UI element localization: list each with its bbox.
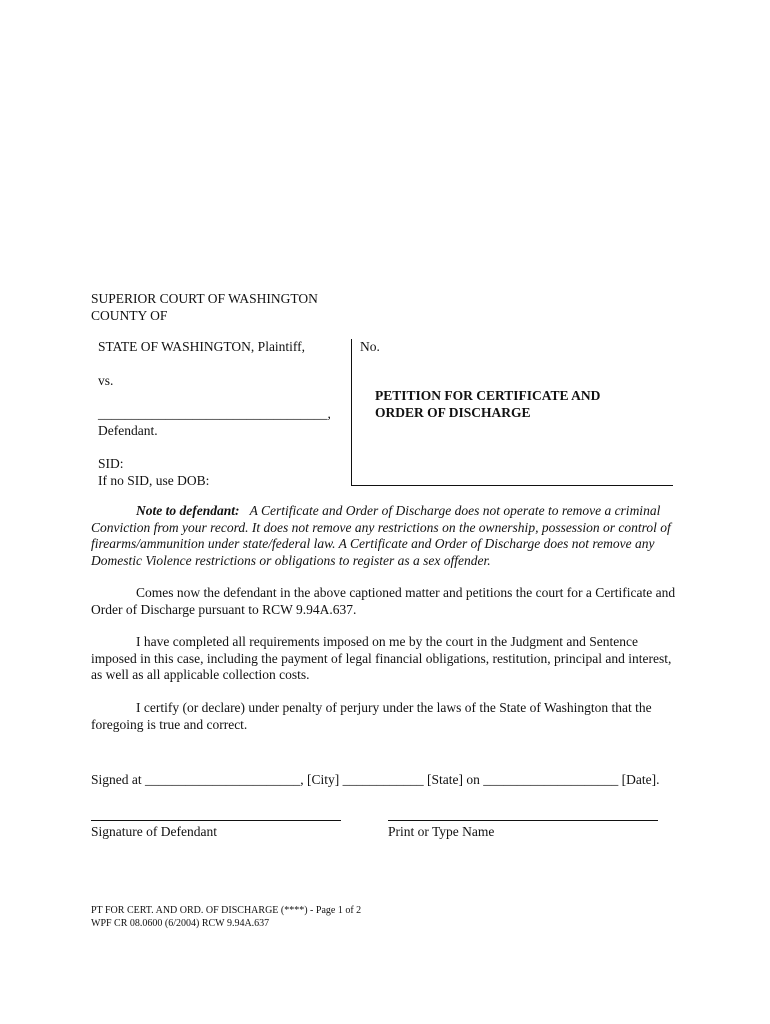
document-title-line2: ORDER OF DISCHARGE — [375, 405, 531, 420]
requirements-text: I have completed all requirements imposed on me by the court in the Judgment and Sentence imposed in this case, including the payment of legal financial obligations, restitution, principal and interest, as well as all applicable collection costs. — [91, 634, 672, 682]
defendant-label: Defendant. — [98, 422, 158, 438]
certification-text: I certify (or declare) under penalty of perjury under the laws of the State of Washington that the foregoing is true and correct. — [91, 700, 652, 732]
print-name-label: Print or Type Name — [388, 824, 495, 839]
requirements-paragraph — [91, 634, 681, 684]
caption-divider-horizontal — [351, 485, 673, 486]
defendant-blank-line: __________________________________, — [98, 406, 331, 421]
plaintiff-line: STATE OF WASHINGTON, Plaintiff, — [98, 339, 306, 354]
petition-paragraph — [91, 585, 681, 618]
document-title-line1: PETITION FOR CERTIFICATE AND — [375, 388, 601, 403]
dob-label: If no SID, use DOB: — [98, 472, 210, 488]
signature-label: Signature of Defendant — [91, 824, 217, 839]
footer-line1: PT FOR CERT. AND ORD. OF DISCHARGE (****) - Page 1 of 2 — [91, 905, 362, 916]
note-label: Note to defendant: — [136, 503, 240, 518]
signed-at-line: Signed at _______________________, [City] ____________ [State] on ____________________ [Date]. — [91, 772, 660, 787]
sid-label: SID: — [98, 456, 124, 471]
court-heading — [91, 290, 318, 324]
petition-text: Comes now the defendant in the above captioned matter and petitions the court for a Certificate and Order of Discharge pursuant to RCW 9.94A.637. — [91, 585, 676, 617]
print-name-line — [388, 820, 658, 821]
footer-line2: WPF CR 08.0600 (6/2004) RCW 9.94A.637 — [91, 917, 270, 929]
document-title — [375, 387, 600, 421]
note-to-defendant — [91, 503, 681, 569]
case-number-label: No. — [360, 339, 380, 354]
court-name: SUPERIOR COURT OF WASHINGTON — [91, 291, 318, 306]
certification-paragraph — [91, 700, 681, 733]
versus-label: vs. — [98, 372, 114, 388]
caption-divider-vertical — [351, 339, 352, 486]
county-label: COUNTY OF — [91, 308, 168, 323]
page-footer — [91, 905, 361, 930]
note-text: A Certificate and Order of Discharge does not operate to remove a criminal Conviction from your record. It does not remove any restrictions on the ownership, possession or control of firearms/ammunition under state/federal law. A Certificate and Order of Discharge does not remove any Domestic Violence restrictions or obligations to register as a sex offender. — [91, 503, 671, 568]
signature-line — [91, 820, 341, 821]
case-caption-parties — [98, 339, 348, 489]
